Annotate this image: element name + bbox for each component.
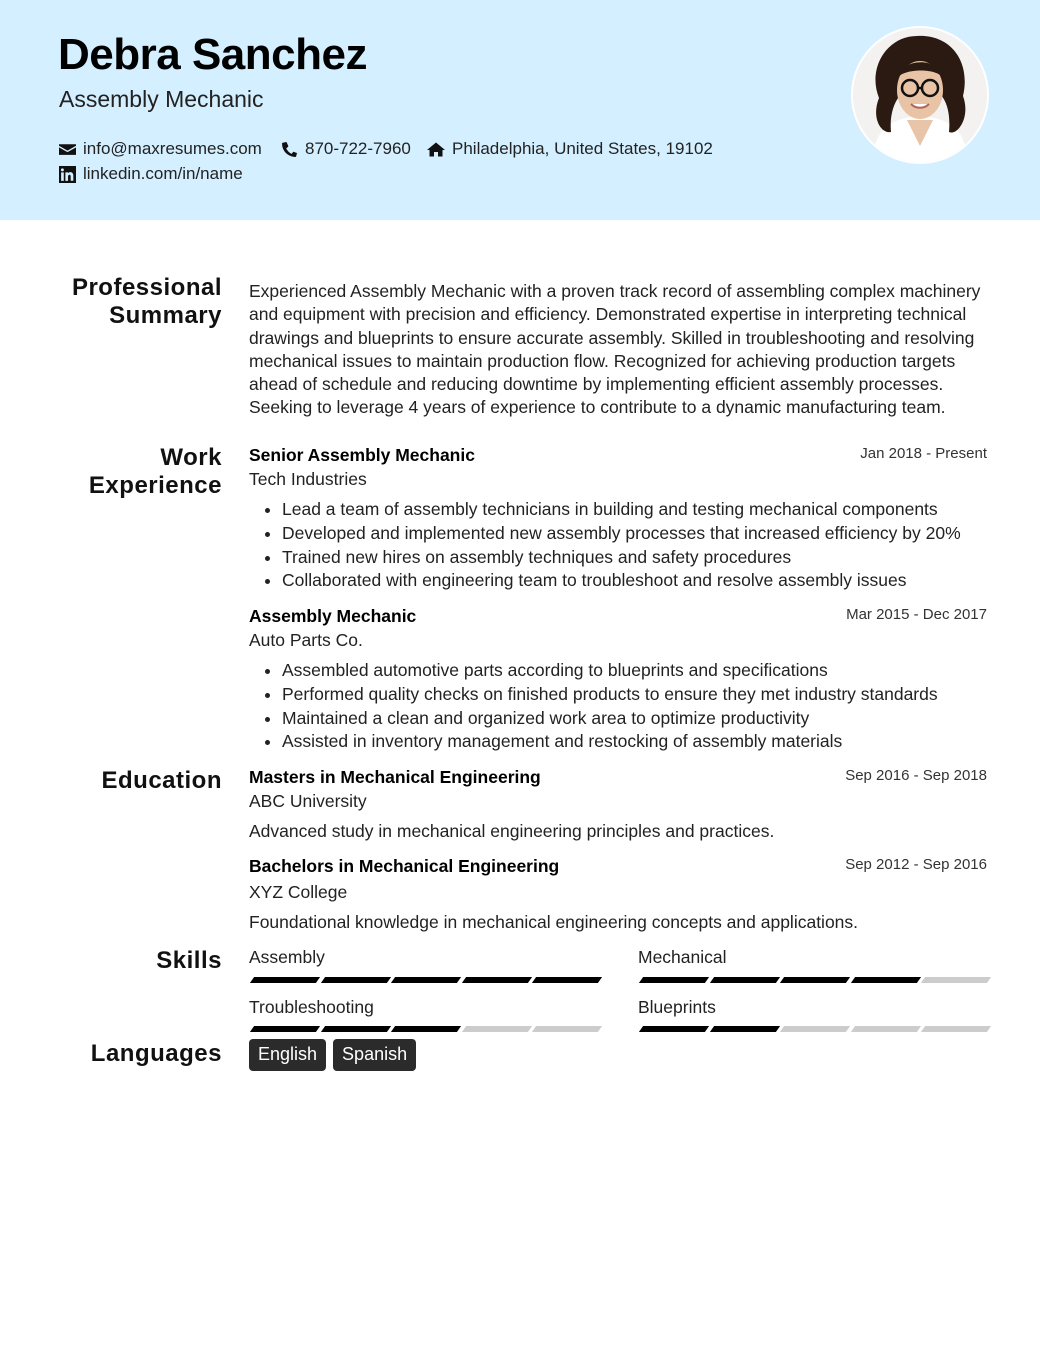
edu-1-description: Advanced study in mechanical engineering principles and practices. bbox=[249, 821, 775, 841]
skill-1-name: Assembly bbox=[249, 947, 325, 967]
education-block bbox=[249, 767, 987, 937]
job-2-company: Auto Parts Co. bbox=[249, 630, 363, 650]
linkedin-icon bbox=[59, 166, 76, 183]
skill-level-segment bbox=[391, 1026, 461, 1032]
job-1-dates: Jan 2018 - Present bbox=[860, 445, 987, 462]
list-item: • Lead a team of assembly technicians in building and testing mechanical components bbox=[282, 498, 961, 522]
skill-level-segment bbox=[780, 977, 850, 983]
edu-2-dates: Sep 2012 - Sep 2016 bbox=[845, 856, 987, 873]
list-item: • Trained new hires on assembly techniques and safety procedures bbox=[282, 546, 961, 570]
section-skills-heading: Skills bbox=[156, 947, 222, 974]
languages-list bbox=[249, 1039, 416, 1071]
job-2-bullets bbox=[249, 659, 938, 754]
skill-level-segment bbox=[320, 977, 390, 983]
work-heading-line2: Experience bbox=[88, 472, 222, 499]
candidate-name: Debra Sanchez bbox=[58, 30, 367, 79]
section-languages-heading: Languages bbox=[90, 1040, 222, 1067]
skill-4-bar bbox=[641, 1026, 989, 1032]
email-text: info@maxresumes.com bbox=[83, 139, 262, 158]
phone-text: 870-722-7960 bbox=[305, 139, 411, 158]
skill-level-segment bbox=[921, 1026, 991, 1032]
summary-heading-line2: Summary bbox=[109, 302, 222, 329]
skill-2-name: Mechanical bbox=[638, 947, 727, 967]
skill-4-name: Blueprints bbox=[638, 997, 716, 1017]
skill-level-segment bbox=[639, 1026, 709, 1032]
skill-level-segment bbox=[709, 1026, 779, 1032]
language-badge-spanish: Spanish bbox=[333, 1039, 416, 1071]
summary-text: Experienced Assembly Mechanic with a proven track record of assembling complex machinery and equipment with precision and efficiency. Demonstrated expertise in interpreting technical drawings and blueprints to ensure accurate assembly. Skilled in troubleshooting and resolving mechanical issues to maintain production flow. Recognized for achieving production targets ahead of schedule and reducing downtime by implementing efficient assembly processes. Seeking to leverage 4 years of experience to contribute to a dynamic manufacturing team. bbox=[249, 281, 981, 418]
home-icon bbox=[427, 141, 445, 158]
edu-2-degree: Bachelors in Mechanical Engineering bbox=[249, 856, 560, 876]
job-1-title: Senior Assembly Mechanic bbox=[249, 445, 475, 465]
list-item: • Collaborated with engineering team to troubleshoot and resolve assembly issues bbox=[282, 569, 961, 593]
list-item: • Performed quality checks on finished products to ensure they met industry standards bbox=[282, 683, 938, 707]
skill-level-segment bbox=[250, 977, 320, 983]
resume-header bbox=[0, 0, 1040, 220]
skill-level-segment bbox=[461, 977, 531, 983]
section-work-heading bbox=[89, 444, 222, 500]
skill-3-bar bbox=[252, 1026, 600, 1032]
edu-1-degree: Masters in Mechanical Engineering bbox=[249, 767, 541, 787]
skill-3-name: Troubleshooting bbox=[249, 997, 374, 1017]
list-item: • Maintained a clean and organized work area to optimize productivity bbox=[282, 707, 938, 731]
skill-level-segment bbox=[850, 1026, 920, 1032]
location-text: Philadelphia, United States, 19102 bbox=[452, 139, 713, 158]
edu-2-description: Foundational knowledge in mechanical engineering concepts and applications. bbox=[249, 912, 859, 932]
list-item: • Developed and implemented new assembly processes that increased efficiency by 20% bbox=[282, 522, 961, 546]
phone-icon bbox=[281, 141, 298, 158]
email-contact[interactable] bbox=[59, 139, 262, 159]
skill-level-segment bbox=[639, 977, 709, 983]
job-1-company: Tech Industries bbox=[249, 469, 367, 489]
skill-level-segment bbox=[850, 977, 920, 983]
linkedin-contact[interactable] bbox=[59, 164, 243, 184]
skill-1-bar bbox=[252, 977, 600, 983]
work-heading-line1: Work bbox=[160, 444, 222, 471]
skill-level-segment bbox=[320, 1026, 390, 1032]
edu-2-school: XYZ College bbox=[249, 882, 348, 902]
section-education-heading: Education bbox=[101, 767, 222, 794]
skill-level-segment bbox=[461, 1026, 531, 1032]
location-contact bbox=[427, 139, 713, 159]
job-1-bullets bbox=[249, 498, 961, 593]
envelope-icon bbox=[59, 141, 76, 158]
section-summary-heading bbox=[72, 274, 222, 330]
linkedin-text: linkedin.com/in/name bbox=[83, 164, 243, 183]
skill-level-segment bbox=[532, 977, 602, 983]
skill-level-segment bbox=[780, 1026, 850, 1032]
profile-photo bbox=[851, 26, 989, 164]
skill-level-segment bbox=[532, 1026, 602, 1032]
skill-level-segment bbox=[250, 1026, 320, 1032]
list-item: • Assisted in inventory management and restocking of assembly materials bbox=[282, 730, 938, 754]
skill-level-segment bbox=[921, 977, 991, 983]
job-2-title: Assembly Mechanic bbox=[249, 606, 417, 626]
job-title: Assembly Mechanic bbox=[59, 86, 264, 112]
list-item: • Assembled automotive parts according to blueprints and specifications bbox=[282, 659, 938, 683]
job-2-dates: Mar 2015 - Dec 2017 bbox=[846, 606, 987, 623]
summary-heading-line1: Professional bbox=[71, 274, 222, 301]
language-badge-english: English bbox=[249, 1039, 326, 1071]
skill-level-segment bbox=[391, 977, 461, 983]
edu-1-dates: Sep 2016 - Sep 2018 bbox=[845, 767, 987, 784]
skill-2-bar bbox=[641, 977, 989, 983]
work-block bbox=[249, 445, 987, 755]
phone-contact[interactable] bbox=[281, 139, 411, 159]
avatar-illustration bbox=[853, 28, 987, 162]
edu-1-school: ABC University bbox=[249, 791, 367, 811]
summary-block bbox=[249, 280, 987, 420]
skill-level-segment bbox=[709, 977, 779, 983]
